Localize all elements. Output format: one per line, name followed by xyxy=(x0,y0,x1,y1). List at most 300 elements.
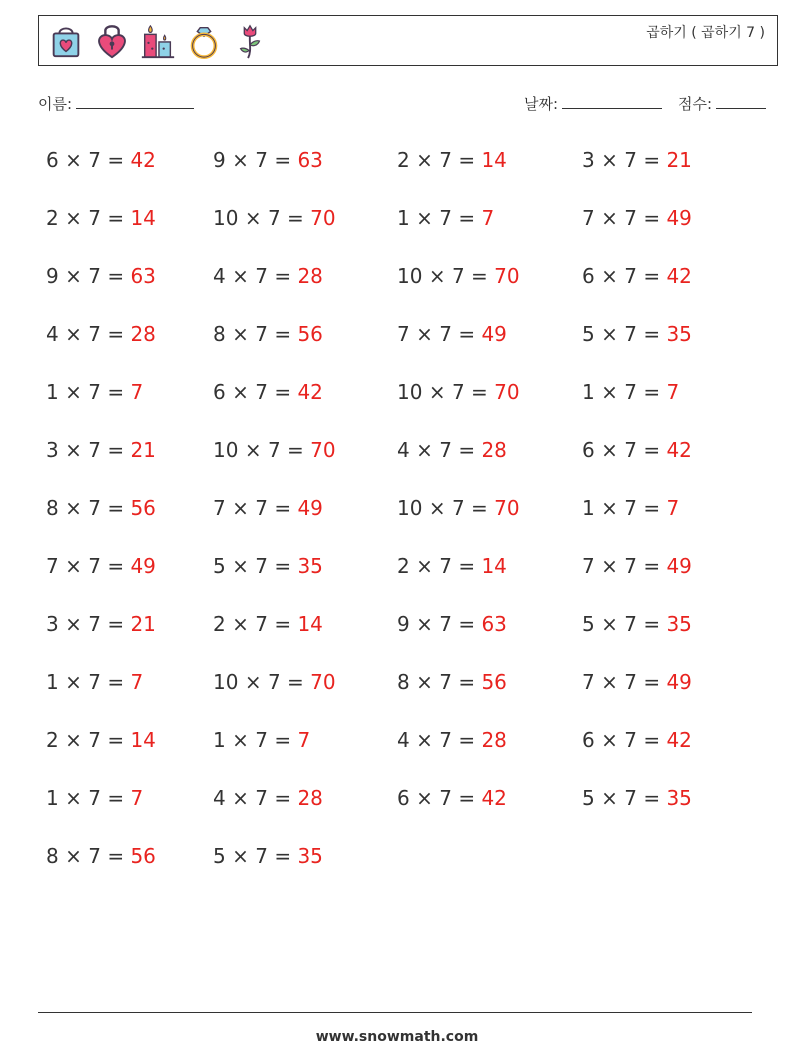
times-sign: × xyxy=(601,322,618,346)
factor-b: 7 xyxy=(624,206,637,230)
multiplication-problem xyxy=(582,612,692,636)
factor-b: 7 xyxy=(88,496,101,520)
times-sign: × xyxy=(601,554,618,578)
factor-b: 7 xyxy=(88,728,101,752)
equals-sign: = xyxy=(274,786,292,810)
answer: 42 xyxy=(666,438,692,462)
equals-sign: = xyxy=(274,496,292,520)
factor-b: 7 xyxy=(88,786,101,810)
factor-b: 7 xyxy=(439,206,452,230)
factor-b: 7 xyxy=(624,496,637,520)
equals-sign: = xyxy=(643,612,661,636)
multiplication-problem xyxy=(213,148,323,172)
factor-a: 3 xyxy=(46,438,59,462)
factor-a: 10 xyxy=(213,206,239,230)
multiplication-problem xyxy=(397,380,520,404)
factor-b: 7 xyxy=(624,786,637,810)
factor-b: 7 xyxy=(255,380,268,404)
factor-a: 4 xyxy=(213,786,226,810)
factor-a: 3 xyxy=(582,148,595,172)
answer: 42 xyxy=(481,786,507,810)
multiplication-problem xyxy=(46,554,156,578)
multiplication-problem xyxy=(582,438,692,462)
score-label: 점수: xyxy=(678,95,713,113)
factor-a: 2 xyxy=(397,148,410,172)
multiplication-problem xyxy=(582,728,692,752)
factor-a: 5 xyxy=(582,786,595,810)
multiplication-problem xyxy=(46,322,156,346)
multiplication-problem xyxy=(213,380,323,404)
equals-sign: = xyxy=(643,206,661,230)
factor-b: 7 xyxy=(451,496,465,520)
equals-sign: = xyxy=(107,264,125,288)
factor-b: 7 xyxy=(624,264,637,288)
answer: 28 xyxy=(481,728,507,752)
equals-sign: = xyxy=(107,438,125,462)
times-sign: × xyxy=(232,380,249,404)
answer: 7 xyxy=(297,728,311,752)
times-sign: × xyxy=(601,496,618,520)
multiplication-problem xyxy=(397,670,507,694)
answer: 14 xyxy=(130,206,156,230)
times-sign: × xyxy=(416,670,433,694)
factor-a: 8 xyxy=(213,322,226,346)
equals-sign: = xyxy=(274,612,292,636)
times-sign: × xyxy=(65,844,82,868)
factor-a: 6 xyxy=(213,380,226,404)
factor-b: 7 xyxy=(451,264,465,288)
factor-b: 7 xyxy=(439,728,452,752)
times-sign: × xyxy=(416,612,433,636)
answer: 14 xyxy=(297,612,323,636)
factor-a: 2 xyxy=(213,612,226,636)
multiplication-problem xyxy=(397,786,507,810)
times-sign: × xyxy=(232,322,249,346)
times-sign: × xyxy=(65,786,82,810)
multiplication-problem xyxy=(582,380,679,404)
factor-b: 7 xyxy=(255,728,268,752)
times-sign: × xyxy=(601,612,618,636)
times-sign: × xyxy=(416,322,433,346)
equals-sign: = xyxy=(458,670,476,694)
factor-a: 1 xyxy=(46,786,59,810)
equals-sign: = xyxy=(458,728,476,752)
times-sign: × xyxy=(416,786,433,810)
answer: 42 xyxy=(666,264,692,288)
footer-site: www.snowmath.com xyxy=(315,1029,479,1045)
factor-b: 7 xyxy=(624,728,637,752)
times-sign: × xyxy=(601,206,618,230)
times-sign: × xyxy=(65,148,82,172)
answer: 35 xyxy=(666,786,692,810)
factor-b: 7 xyxy=(255,496,268,520)
equals-sign: = xyxy=(274,728,292,752)
multiplication-problem xyxy=(213,322,323,346)
factor-a: 1 xyxy=(397,206,410,230)
factor-b: 7 xyxy=(88,206,101,230)
answer: 28 xyxy=(481,438,507,462)
equals-sign: = xyxy=(471,380,488,404)
factor-a: 6 xyxy=(397,786,410,810)
equals-sign: = xyxy=(471,264,488,288)
factor-a: 10 xyxy=(397,496,423,520)
factor-b: 7 xyxy=(88,264,101,288)
multiplication-problem xyxy=(397,728,507,752)
answer: 35 xyxy=(297,554,323,578)
answer: 28 xyxy=(297,786,323,810)
equals-sign: = xyxy=(643,496,661,520)
factor-b: 7 xyxy=(88,438,101,462)
equals-sign: = xyxy=(107,612,125,636)
multiplication-problem xyxy=(397,554,507,578)
equals-sign: = xyxy=(458,554,476,578)
equals-sign: = xyxy=(107,322,125,346)
factor-a: 7 xyxy=(582,554,595,578)
equals-sign: = xyxy=(274,322,292,346)
factor-a: 1 xyxy=(582,380,595,404)
factor-b: 7 xyxy=(439,670,452,694)
answer: 63 xyxy=(297,148,323,172)
multiplication-problem xyxy=(582,148,692,172)
times-sign: × xyxy=(65,496,82,520)
times-sign: × xyxy=(232,728,249,752)
factor-b: 7 xyxy=(267,670,281,694)
multiplication-problem xyxy=(46,206,156,230)
times-sign: × xyxy=(65,554,82,578)
multiplication-problem xyxy=(213,264,323,288)
answer: 28 xyxy=(297,264,323,288)
factor-b: 7 xyxy=(255,786,268,810)
times-sign: × xyxy=(232,496,249,520)
factor-a: 4 xyxy=(213,264,226,288)
answer: 70 xyxy=(494,496,520,520)
factor-b: 7 xyxy=(451,380,465,404)
equals-sign: = xyxy=(107,670,125,694)
factor-a: 10 xyxy=(397,380,423,404)
answer: 7 xyxy=(666,380,680,404)
multiplication-problem xyxy=(46,496,156,520)
factor-a: 2 xyxy=(46,728,59,752)
multiplication-problem xyxy=(46,728,156,752)
times-sign: × xyxy=(428,380,446,404)
factor-a: 4 xyxy=(46,322,59,346)
answer: 14 xyxy=(481,554,507,578)
multiplication-problem xyxy=(46,380,143,404)
times-sign: × xyxy=(601,670,618,694)
equals-sign: = xyxy=(274,380,292,404)
factor-b: 7 xyxy=(267,438,281,462)
factor-b: 7 xyxy=(255,612,268,636)
factor-b: 7 xyxy=(255,148,268,172)
multiplication-problem xyxy=(46,670,143,694)
answer: 21 xyxy=(130,438,156,462)
factor-a: 1 xyxy=(46,380,59,404)
times-sign: × xyxy=(244,206,262,230)
factor-b: 7 xyxy=(624,670,637,694)
factor-b: 7 xyxy=(88,844,101,868)
answer: 63 xyxy=(481,612,507,636)
factor-b: 7 xyxy=(624,554,637,578)
times-sign: × xyxy=(601,148,618,172)
factor-a: 5 xyxy=(213,554,226,578)
factor-b: 7 xyxy=(88,322,101,346)
answer: 70 xyxy=(494,264,520,288)
equals-sign: = xyxy=(643,438,661,462)
multiplication-problem xyxy=(582,322,692,346)
factor-b: 7 xyxy=(255,844,268,868)
multiplication-problem xyxy=(213,844,323,868)
multiplication-problem xyxy=(46,264,156,288)
times-sign: × xyxy=(416,206,433,230)
factor-b: 7 xyxy=(624,380,637,404)
multiplication-problem xyxy=(213,670,336,694)
equals-sign: = xyxy=(107,786,125,810)
answer: 14 xyxy=(481,148,507,172)
answer: 35 xyxy=(297,844,323,868)
answer: 70 xyxy=(310,438,336,462)
multiplication-problem xyxy=(46,438,156,462)
equals-sign: = xyxy=(458,322,476,346)
equals-sign: = xyxy=(471,496,488,520)
answer: 28 xyxy=(130,322,156,346)
factor-b: 7 xyxy=(255,322,268,346)
factor-a: 10 xyxy=(397,264,423,288)
answer: 70 xyxy=(310,670,336,694)
answer: 70 xyxy=(310,206,336,230)
date-label: 날짜: xyxy=(524,95,559,113)
multiplication-problem xyxy=(582,264,692,288)
factor-a: 3 xyxy=(46,612,59,636)
times-sign: × xyxy=(65,670,82,694)
times-sign: × xyxy=(416,728,433,752)
multiplication-problem xyxy=(46,786,143,810)
answer: 35 xyxy=(666,322,692,346)
factor-b: 7 xyxy=(267,206,281,230)
equals-sign: = xyxy=(274,264,292,288)
answer: 49 xyxy=(666,670,692,694)
answer: 63 xyxy=(130,264,156,288)
equals-sign: = xyxy=(643,264,661,288)
times-sign: × xyxy=(232,264,249,288)
equals-sign: = xyxy=(274,554,292,578)
factor-a: 4 xyxy=(397,438,410,462)
factor-a: 10 xyxy=(213,670,239,694)
factor-a: 6 xyxy=(46,148,59,172)
times-sign: × xyxy=(601,264,618,288)
factor-b: 7 xyxy=(255,264,268,288)
multiplication-problem xyxy=(213,206,336,230)
answer: 21 xyxy=(130,612,156,636)
answer: 7 xyxy=(130,786,144,810)
factor-a: 6 xyxy=(582,438,595,462)
factor-b: 7 xyxy=(624,148,637,172)
multiplication-problem xyxy=(46,844,156,868)
factor-b: 7 xyxy=(439,612,452,636)
factor-a: 4 xyxy=(397,728,410,752)
factor-a: 7 xyxy=(213,496,226,520)
equals-sign: = xyxy=(643,786,661,810)
factor-a: 8 xyxy=(46,844,59,868)
times-sign: × xyxy=(65,438,82,462)
factor-a: 9 xyxy=(397,612,410,636)
times-sign: × xyxy=(65,264,82,288)
factor-a: 7 xyxy=(397,322,410,346)
factor-a: 8 xyxy=(46,496,59,520)
factor-a: 9 xyxy=(46,264,59,288)
factor-a: 8 xyxy=(397,670,410,694)
factor-b: 7 xyxy=(624,438,637,462)
multiplication-problem xyxy=(582,554,692,578)
factor-a: 2 xyxy=(46,206,59,230)
multiplication-problem xyxy=(397,322,507,346)
factor-a: 1 xyxy=(213,728,226,752)
factor-b: 7 xyxy=(439,438,452,462)
answer: 56 xyxy=(297,322,323,346)
equals-sign: = xyxy=(458,786,476,810)
factor-a: 9 xyxy=(213,148,226,172)
factor-a: 6 xyxy=(582,728,595,752)
answer: 7 xyxy=(130,380,144,404)
multiplication-problem xyxy=(46,148,156,172)
multiplication-problem xyxy=(46,612,156,636)
answer: 21 xyxy=(666,148,692,172)
factor-b: 7 xyxy=(88,380,101,404)
times-sign: × xyxy=(428,496,446,520)
equals-sign: = xyxy=(458,148,476,172)
times-sign: × xyxy=(601,438,618,462)
multiplication-problem xyxy=(397,206,494,230)
equals-sign: = xyxy=(287,670,304,694)
answer: 70 xyxy=(494,380,520,404)
equals-sign: = xyxy=(458,438,476,462)
multiplication-problem xyxy=(397,148,507,172)
multiplication-problem xyxy=(397,612,507,636)
equals-sign: = xyxy=(107,496,125,520)
footer-divider xyxy=(38,1012,752,1013)
multiplication-problem xyxy=(582,496,679,520)
answer: 7 xyxy=(130,670,144,694)
factor-a: 7 xyxy=(582,670,595,694)
equals-sign: = xyxy=(458,206,476,230)
times-sign: × xyxy=(232,554,249,578)
times-sign: × xyxy=(244,438,262,462)
times-sign: × xyxy=(416,148,433,172)
times-sign: × xyxy=(65,728,82,752)
times-sign: × xyxy=(416,438,433,462)
factor-b: 7 xyxy=(255,554,268,578)
answer: 49 xyxy=(130,554,156,578)
answer: 49 xyxy=(666,554,692,578)
equals-sign: = xyxy=(643,322,661,346)
times-sign: × xyxy=(232,612,249,636)
multiplication-problem xyxy=(213,496,323,520)
equals-sign: = xyxy=(287,438,304,462)
factor-b: 7 xyxy=(624,612,637,636)
times-sign: × xyxy=(416,554,433,578)
factor-a: 7 xyxy=(582,206,595,230)
equals-sign: = xyxy=(643,380,661,404)
factor-b: 7 xyxy=(88,670,101,694)
multiplication-problem xyxy=(213,438,336,462)
equals-sign: = xyxy=(274,844,292,868)
equals-sign: = xyxy=(643,554,661,578)
multiplication-problem xyxy=(582,786,692,810)
answer: 49 xyxy=(481,322,507,346)
worksheet-title: 곱하기 ( 곱하기 7 ) xyxy=(646,25,765,41)
equals-sign: = xyxy=(107,554,125,578)
factor-a: 1 xyxy=(46,670,59,694)
answer: 49 xyxy=(297,496,323,520)
equals-sign: = xyxy=(107,148,125,172)
factor-b: 7 xyxy=(88,612,101,636)
multiplication-problem xyxy=(582,206,692,230)
factor-a: 5 xyxy=(213,844,226,868)
equals-sign: = xyxy=(643,670,661,694)
multiplication-problem xyxy=(213,728,310,752)
answer: 7 xyxy=(481,206,495,230)
answer: 56 xyxy=(130,844,156,868)
answer: 14 xyxy=(130,728,156,752)
factor-a: 5 xyxy=(582,612,595,636)
equals-sign: = xyxy=(274,148,292,172)
times-sign: × xyxy=(428,264,446,288)
answer: 49 xyxy=(666,206,692,230)
factor-a: 2 xyxy=(397,554,410,578)
equals-sign: = xyxy=(107,844,125,868)
factor-a: 5 xyxy=(582,322,595,346)
multiplication-problem xyxy=(213,786,323,810)
multiplication-problem xyxy=(213,612,323,636)
times-sign: × xyxy=(601,786,618,810)
factor-b: 7 xyxy=(88,148,101,172)
multiplication-problem xyxy=(397,264,520,288)
factor-b: 7 xyxy=(439,786,452,810)
answer: 56 xyxy=(130,496,156,520)
times-sign: × xyxy=(65,206,82,230)
times-sign: × xyxy=(65,380,82,404)
multiplication-problem xyxy=(213,554,323,578)
answer: 7 xyxy=(666,496,680,520)
answer: 42 xyxy=(130,148,156,172)
factor-b: 7 xyxy=(624,322,637,346)
equals-sign: = xyxy=(458,612,476,636)
times-sign: × xyxy=(65,322,82,346)
factor-b: 7 xyxy=(88,554,101,578)
times-sign: × xyxy=(601,728,618,752)
answer: 35 xyxy=(666,612,692,636)
equals-sign: = xyxy=(643,728,661,752)
factor-a: 1 xyxy=(582,496,595,520)
factor-a: 7 xyxy=(46,554,59,578)
factor-b: 7 xyxy=(439,148,452,172)
equals-sign: = xyxy=(107,728,125,752)
multiplication-problem xyxy=(582,670,692,694)
equals-sign: = xyxy=(287,206,304,230)
times-sign: × xyxy=(244,670,262,694)
times-sign: × xyxy=(232,844,249,868)
times-sign: × xyxy=(232,786,249,810)
equals-sign: = xyxy=(643,148,661,172)
factor-a: 10 xyxy=(213,438,239,462)
answer: 42 xyxy=(297,380,323,404)
answer: 56 xyxy=(481,670,507,694)
name-label: 이름: xyxy=(38,95,73,113)
times-sign: × xyxy=(65,612,82,636)
factor-a: 6 xyxy=(582,264,595,288)
multiplication-problem xyxy=(397,438,507,462)
equals-sign: = xyxy=(107,380,125,404)
factor-b: 7 xyxy=(439,322,452,346)
